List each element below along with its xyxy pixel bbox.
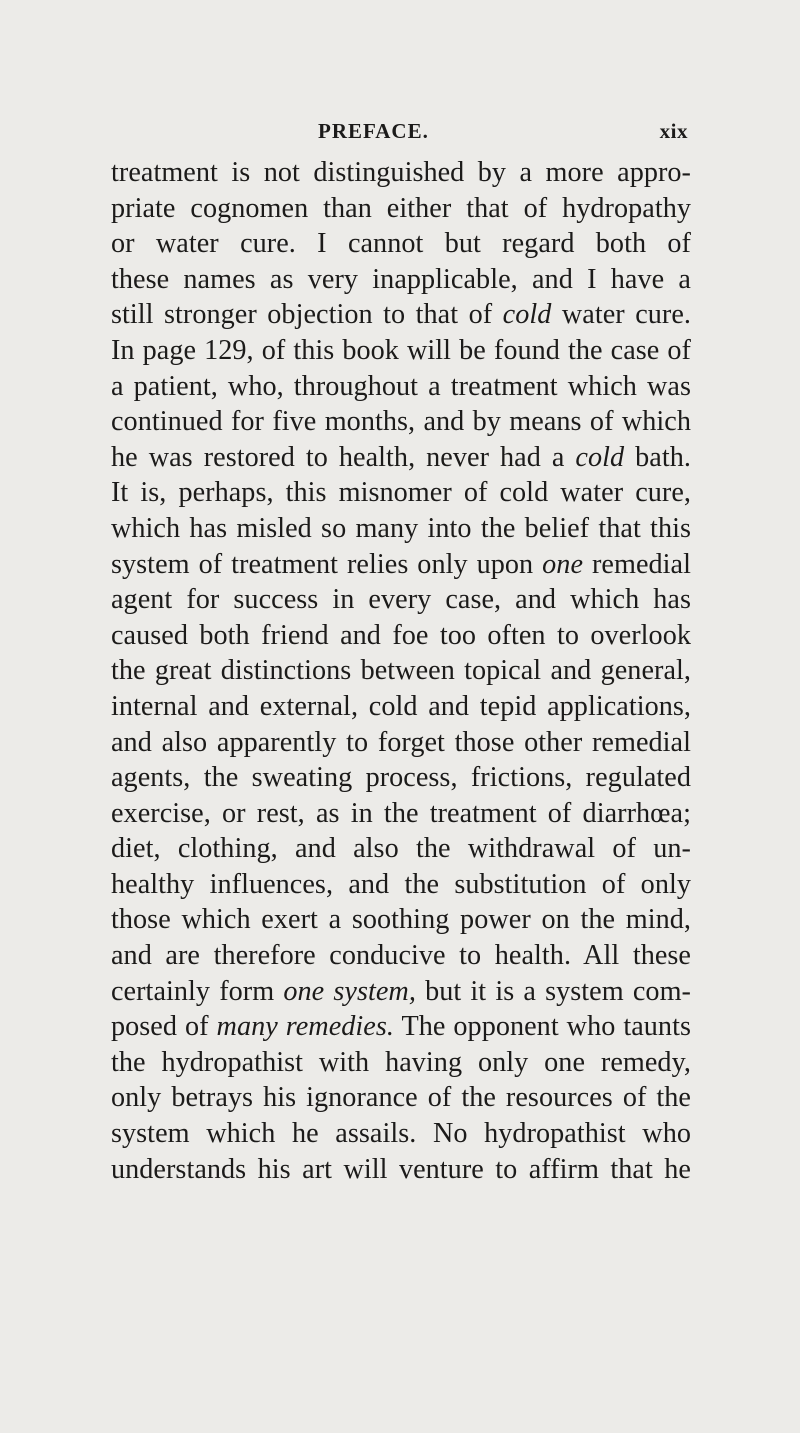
text-run: water cure. <box>551 299 691 331</box>
text-line <box>111 226 691 262</box>
text-run: internal and external, cold and tepid applications, <box>111 690 691 722</box>
text-line <box>111 902 691 938</box>
text-line <box>111 1009 691 1045</box>
text-line <box>111 440 691 476</box>
text-run: a patient, who, throughout a treatment which was <box>111 370 691 402</box>
body-text <box>111 155 691 1187</box>
text-line <box>111 262 691 298</box>
text-line <box>111 297 691 333</box>
text-run: but it is a system com- <box>415 975 691 1007</box>
text-line <box>111 689 691 725</box>
page-number: xix <box>659 119 688 143</box>
text-line <box>111 1045 691 1081</box>
text-run: these names as very inapplicable, and I have a <box>111 263 691 295</box>
italic-text-run: one <box>542 548 584 580</box>
text-run: he was restored to health, never had a <box>111 441 576 473</box>
italic-text-run: many remedies. <box>216 1011 394 1043</box>
text-line <box>111 1116 691 1152</box>
text-line <box>111 653 691 689</box>
text-line <box>111 796 691 832</box>
text-line <box>111 191 691 227</box>
text-run: system which he assails. No hydropathist who <box>111 1118 691 1150</box>
text-line <box>111 547 691 583</box>
text-run: remedial <box>583 548 691 580</box>
text-run: It is, perhaps, this misnomer of cold water cure, <box>111 477 691 509</box>
text-run: In page 129, of this book will be found the case of <box>111 334 691 366</box>
text-line <box>111 760 691 796</box>
text-run: certainly form <box>111 975 284 1007</box>
text-run: The opponent who taunts <box>393 1011 691 1043</box>
text-run: agent for success in every case, and which has <box>111 584 691 616</box>
italic-text-run: cold <box>575 441 625 473</box>
text-line <box>111 867 691 903</box>
text-line <box>111 155 691 191</box>
text-run: treatment is not distinguished by a more appro- <box>111 157 691 188</box>
text-run: still stronger objection to that of <box>111 299 503 331</box>
text-run: those which exert a soothing power on the mind, <box>111 904 691 936</box>
text-line <box>111 333 691 369</box>
running-head-title: PREFACE. <box>318 119 429 143</box>
italic-text-run: one system, <box>283 975 416 1007</box>
text-run: and also apparently to forget those other remedial <box>111 726 691 758</box>
text-run: continued for five months, and by means of which <box>111 406 691 438</box>
text-run: healthy influences, and the substitution of only <box>111 868 691 900</box>
text-run: system of treatment relies only upon <box>111 548 543 580</box>
text-run: exercise, or rest, as in the treatment of diarrhœa; <box>111 797 691 829</box>
italic-text-run: cold <box>502 299 552 331</box>
text-line <box>111 1080 691 1116</box>
text-line <box>111 404 691 440</box>
text-run: priate cognomen than either that of hydropathy <box>111 192 691 224</box>
text-run: posed of <box>111 1011 217 1043</box>
text-run: which has misled so many into the belief that this <box>111 512 691 544</box>
text-line <box>111 1152 691 1188</box>
text-line <box>111 475 691 511</box>
text-run: agents, the sweating process, frictions, regulated <box>111 762 691 794</box>
text-line <box>111 511 691 547</box>
text-line <box>111 582 691 618</box>
text-run: the great distinctions between topical and general, <box>111 655 691 687</box>
text-run: only betrays his ignorance of the resources of the <box>111 1082 691 1114</box>
text-run: diet, clothing, and also the withdrawal of un- <box>111 833 691 865</box>
text-run: bath. <box>624 441 691 473</box>
running-head <box>0 116 800 146</box>
text-line <box>111 369 691 405</box>
text-line <box>111 618 691 654</box>
text-line <box>111 831 691 867</box>
text-run: or water cure. I cannot but regard both of <box>111 228 691 260</box>
text-line <box>111 938 691 974</box>
text-run: and are therefore conducive to health. All these <box>111 940 691 972</box>
text-run: understands his art will venture to affirm that he <box>111 1153 691 1185</box>
text-run: caused both friend and foe too often to overlook <box>111 619 691 651</box>
text-line <box>111 974 691 1010</box>
text-line <box>111 725 691 761</box>
text-run: the hydropathist with having only one remedy, <box>111 1046 691 1078</box>
